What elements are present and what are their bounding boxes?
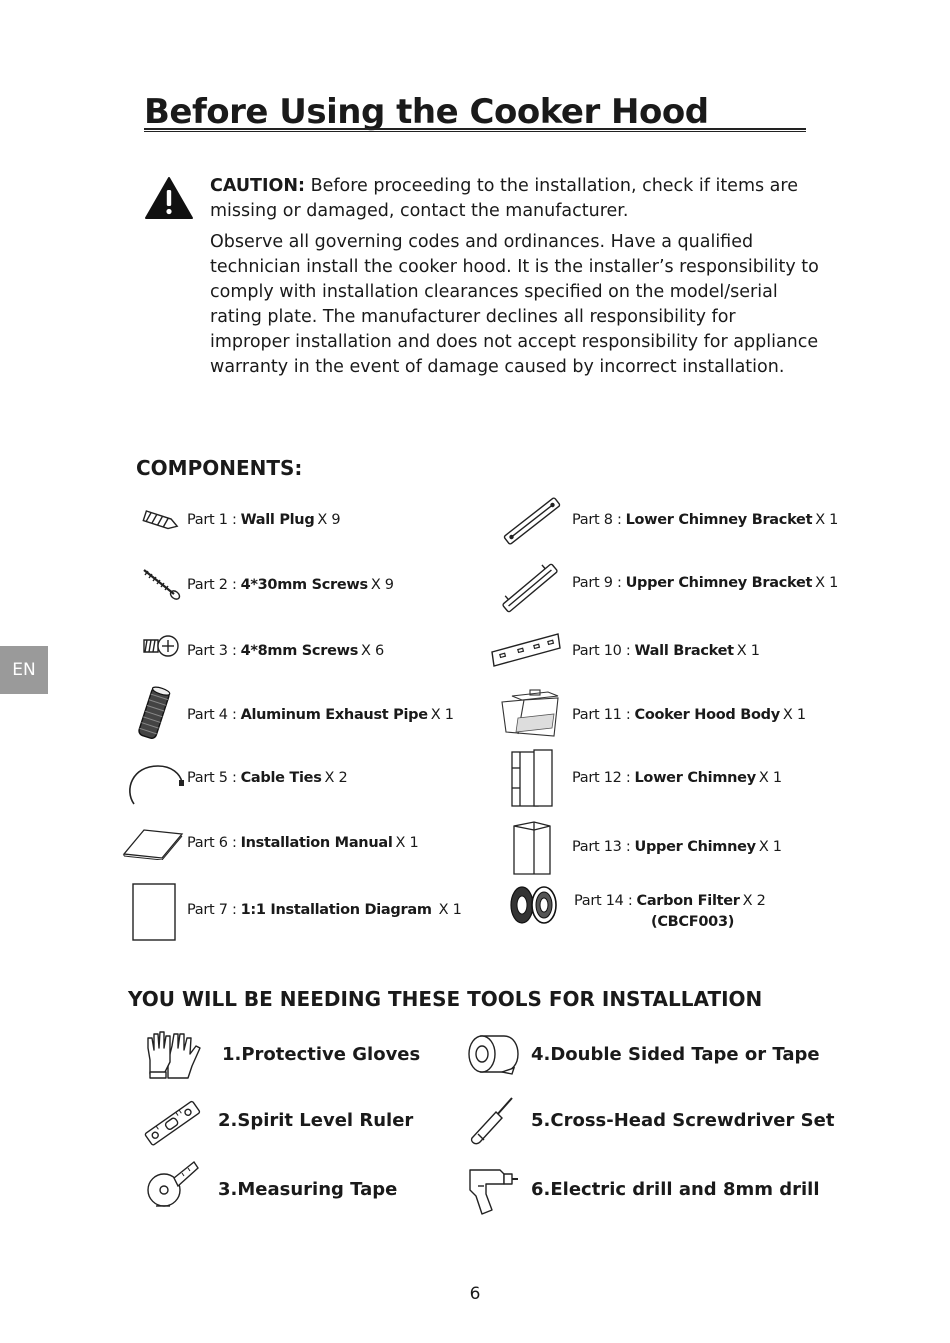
page-title: Before Using the Cooker Hood	[144, 92, 709, 132]
part-2: Part 2 : 4*30mm Screws X 9	[187, 577, 394, 593]
part-7: Part 7 : 1:1 Installation Diagram X 1	[187, 902, 462, 918]
tool-1-label: 1.Protective Gloves	[222, 1044, 421, 1065]
wall-plug-icon	[140, 506, 182, 536]
part-14: Part 14 : Carbon Filter X 2	[574, 893, 766, 909]
wall-bracket-icon	[490, 630, 562, 670]
part-6: Part 6 : Installation Manual X 1	[187, 835, 419, 851]
page-number: 6	[469, 1284, 481, 1304]
gloves-icon	[144, 1028, 202, 1080]
part-8: Part 8 : Lower Chimney Bracket X 1	[572, 512, 839, 528]
part-11: Part 11 : Cooker Hood Body X 1	[572, 707, 806, 723]
tape-roll-icon	[466, 1030, 520, 1076]
part-10: Part 10 : Wall Bracket X 1	[572, 643, 760, 659]
measuring-tape-icon	[144, 1160, 200, 1214]
part-14-model: (CBCF003)	[651, 914, 735, 930]
caution-text	[210, 174, 820, 224]
screwdriver-icon	[466, 1094, 518, 1148]
tool-2-label: 2.Spirit Level Ruler	[218, 1110, 414, 1131]
title-underline	[144, 128, 806, 132]
upper-chimney-icon	[510, 818, 554, 878]
tool-6-label: 6.Electric drill and 8mm drill	[531, 1179, 820, 1200]
part-9: Part 9 : Upper Chimney Bracket X 1	[572, 575, 839, 591]
tools-heading: YOU WILL BE NEEDING THESE TOOLS FOR INSTALLATION	[128, 987, 763, 1011]
caution-label: CAUTION:	[210, 176, 306, 196]
tool-3-label: 3.Measuring Tape	[218, 1179, 398, 1200]
carbon-filter-icon	[508, 884, 560, 926]
manual-icon	[122, 828, 184, 860]
diagram-sheet-icon	[130, 882, 178, 942]
part-13: Part 13 : Upper Chimney X 1	[572, 839, 782, 855]
exhaust-pipe-icon	[128, 684, 180, 742]
cable-tie-icon	[124, 760, 186, 808]
warning-icon	[144, 176, 194, 220]
hood-body-icon	[498, 688, 564, 740]
tool-5-label: 5.Cross-Head Screwdriver Set	[531, 1110, 835, 1131]
part-3: Part 3 : 4*8mm Screws X 6	[187, 643, 384, 659]
observe-text: Observe all governing codes and ordinances. Have a qualified technician install the cooker hood. It is the installer’s responsibility to comply with installation clearances specified on the model/serial rating plate. The manufacturer declines all responsibility for improper installation and does not accept responsibility for appliance warranty in the event of damage caused by incorrect installation.	[210, 232, 819, 377]
lower-bracket-icon	[498, 492, 566, 550]
tool-4-label: 4.Double Sided Tape or Tape	[531, 1044, 820, 1065]
part-1: Part 1 : Wall Plug X 9	[187, 512, 341, 528]
part-12: Part 12 : Lower Chimney X 1	[572, 770, 782, 786]
language-tab: EN	[0, 646, 48, 694]
upper-bracket-icon	[496, 558, 564, 618]
short-screw-icon	[140, 632, 182, 664]
components-heading: COMPONENTS:	[136, 456, 303, 480]
lower-chimney-icon	[508, 748, 556, 810]
long-screw-icon	[140, 566, 182, 600]
part-4: Part 4 : Aluminum Exhaust Pipe X 1	[187, 707, 454, 723]
part-5: Part 5 : Cable Ties X 2	[187, 770, 348, 786]
spirit-level-icon	[142, 1096, 204, 1152]
caution-body: Before proceeding to the installation, check if items are missing or damaged, contact the manufacturer.	[210, 176, 798, 221]
electric-drill-icon	[464, 1160, 520, 1218]
